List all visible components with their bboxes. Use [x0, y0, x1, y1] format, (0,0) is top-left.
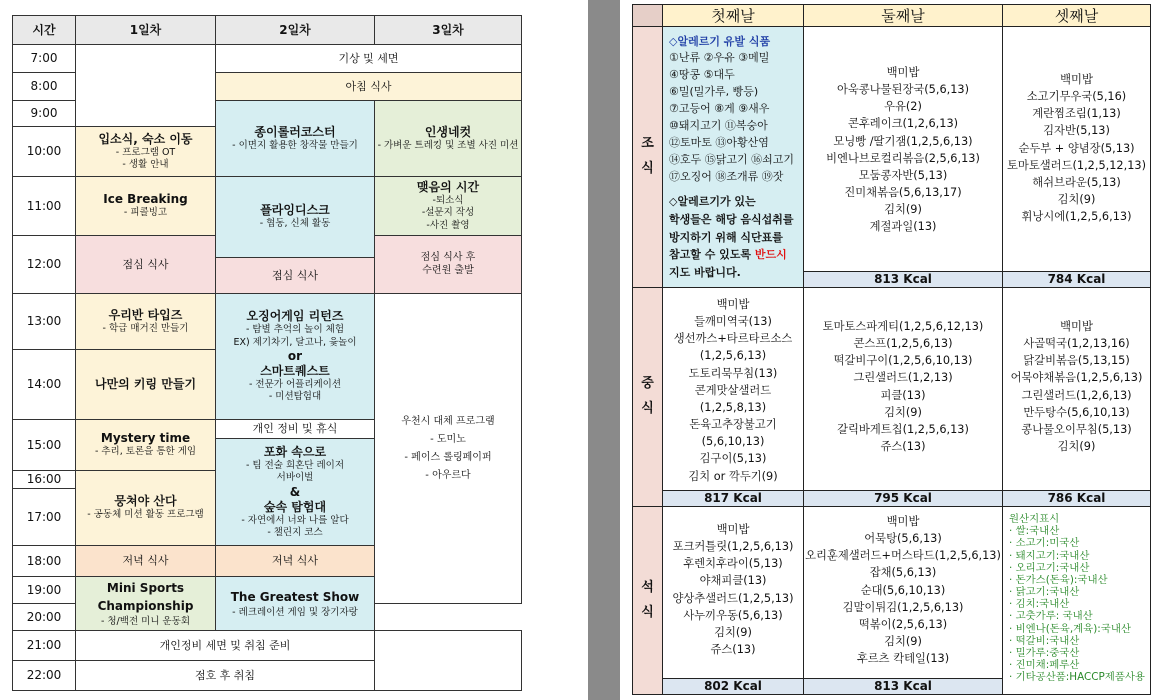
menu-item: 백미밥 [1060, 73, 1093, 86]
coaster-title: 종이롤러코스터 [254, 124, 336, 139]
together-sub: - 공동체 미션 활동 프로그램 [87, 509, 204, 521]
menu-item: 모둠콩자반(5,13) [858, 168, 948, 182]
page-gap [588, 0, 620, 700]
origin-item: · 돈가스(돈육):국내산 [1009, 573, 1108, 586]
time-cell: 9:00 [13, 101, 76, 127]
together-cell [76, 471, 216, 546]
menu-table [632, 4, 1151, 695]
time-cell: 12:00 [13, 236, 76, 294]
origin-item: · 쌀:국내산 [1009, 525, 1060, 538]
allergy-item: ⑩돼지고기 ⑪복숭아 [669, 119, 768, 133]
menu-item: 후렌치후라이(5,13) [683, 557, 783, 571]
menu-item: 후르츠 칵테일(13) [856, 652, 950, 666]
kcal-l1: 817 Kcal [663, 491, 804, 507]
mystery-cell [76, 420, 216, 471]
origin-title: 원산지표시 [1009, 513, 1060, 525]
menu-item: 김치(9) [714, 625, 752, 639]
menu-item: 어묵야채볶음(1,2,5,6,13) [1010, 371, 1143, 385]
time-cell: 22:00 [13, 661, 76, 691]
kcal-l2: 795 Kcal [804, 491, 1003, 507]
sports-sub: - 청/백전 미니 운동회 [100, 615, 191, 627]
allergy-item: ⑥밀(밀가루, 빵등) [669, 85, 759, 99]
time-cell: 21:00 [13, 631, 76, 661]
menu-day1-dinner [663, 507, 804, 679]
together-title: 뭉쳐야 산다 [114, 494, 177, 509]
icebreak-sub: - 피콜빙고 [123, 207, 168, 219]
origin-item: · 고춧가루: 국내산 [1009, 610, 1093, 623]
disc-cell [216, 177, 375, 258]
wake-cell: 기상 및 세면 [216, 45, 522, 73]
menu-day2-dinner [804, 507, 1003, 679]
menu-item: 돈육고추장불고기 [689, 418, 777, 432]
menu-item: 만두탕수(5,6,10,13) [1023, 405, 1130, 419]
survival-sub: - 팀 전술 희혼단 레이저 [245, 459, 345, 471]
squid-sub: - 탐별 추억의 놀이 체험 [245, 324, 345, 336]
time-cell: 8:00 [13, 73, 76, 101]
menu-item: 쥬스(13) [880, 440, 926, 454]
menu-item: 갈릭바게트칩(1,2,5,6,13) [837, 422, 969, 436]
greatest-cell [216, 577, 375, 631]
menu-day1-lunch [663, 288, 804, 491]
menu-day2-lunch [804, 288, 1003, 491]
menu-item: 휘낭시에(1,2,5,6,13) [1021, 210, 1132, 224]
time-cell: 13:00 [13, 294, 76, 350]
origin-item: · 밀가루:중국산 [1009, 646, 1080, 659]
squid-or: or [287, 349, 303, 363]
greatest-title: The Greatest Show [230, 589, 360, 604]
dinner2-cell: 저녁 식사 [216, 546, 375, 577]
origin-item: · 김치:국내산 [1009, 598, 1070, 611]
meal-breakfast-label: 조 식 [633, 27, 663, 288]
menu-page [620, 0, 1153, 700]
menu-item: 백미밥 [1060, 320, 1093, 333]
empty-cell [375, 631, 522, 691]
menu-item: 우유(2) [884, 100, 922, 114]
menu-item: 떡갈비구이(1,2,5,6,10,13) [833, 354, 973, 368]
meal-dinner-label: 석 식 [633, 507, 663, 695]
coaster-sub: - 이면지 활용한 창작물 만들기 [232, 139, 358, 151]
schedule-table [12, 15, 522, 691]
header-day3: 3일차 [375, 16, 522, 45]
menu-item: 떡볶이(2,5,6,13) [858, 617, 948, 631]
menu-item: 생선까스+타르타르소스 [673, 332, 793, 346]
header-time: 시간 [13, 16, 76, 45]
menu-item: 비엔나브로컬리볶음(2,5,6,13) [826, 151, 980, 165]
menu-item: (1,2,5,6,13) [699, 349, 767, 363]
menu-day3-breakfast [1003, 27, 1151, 272]
menu-day2-breakfast [804, 27, 1003, 272]
menu-item: 김치(9) [884, 203, 922, 217]
time-cell: 20:00 [13, 604, 76, 631]
time-cell: 10:00 [13, 127, 76, 177]
menu-item: 해쉬브라운(5,13) [1032, 175, 1121, 189]
time-cell: 14:00 [13, 350, 76, 420]
class-type-title: 우리반 타입즈 [108, 307, 183, 322]
smartquest-title: 스마트퀘스트 [260, 364, 330, 378]
empty-cell [76, 45, 216, 127]
survival-sub: 서바이벌 [276, 472, 314, 484]
alt-program-cell [375, 294, 522, 604]
menu-item: 콩나물오이무침(5,13) [1021, 422, 1132, 436]
menu-item: 김치 or 깍두기(9) [688, 469, 778, 483]
origin-item: · 기타공산품:HACCP제품사용 [1009, 671, 1145, 684]
disc-sub: - 협동, 신체 활동 [259, 218, 331, 230]
survival-title: 포화 속으로 [263, 444, 327, 459]
menu-item: 야채피클(13) [699, 574, 767, 588]
forest-sub: - 자연에서 너와 나를 알다 [241, 514, 349, 526]
sports-cell [76, 577, 216, 631]
menu-item: 토마토샐러드(1,2,5,12,13) [1007, 158, 1146, 172]
allergy-item: ⑦고등어 ⑧게 ⑨새우 [669, 102, 770, 116]
checkin-sub: - 프로그램 OT [115, 146, 176, 158]
allergy-list [669, 49, 799, 185]
allergy-info [663, 27, 804, 288]
icebreak-cell [76, 177, 216, 236]
life4cut-cell [375, 101, 522, 177]
rest-cell: 개인 정비 및 휴식 [216, 420, 375, 439]
menu-item: 콘게맛살샐러드 [694, 383, 772, 397]
menu-item: 양상추샐러드(1,2,5,13) [672, 591, 794, 605]
menu-header-day3: 셋째날 [1003, 5, 1151, 27]
menu-item: (1,2,5,8,13) [699, 400, 767, 414]
squid-sub: EX) 제기차기, 달고나, 윷놀이 [233, 336, 357, 348]
menu-item: 오리훈제샐러드+머스타드(1,2,5,6,13) [805, 549, 1001, 563]
breakfast-cell: 아침 식사 [216, 73, 522, 101]
menu-item: 그린샐러드(1,2,13) [853, 371, 953, 385]
closing-title: 맺음의 시간 [416, 179, 480, 194]
origin-info [1003, 507, 1151, 695]
allergy-title: ◇알레르기 유발 식품 [669, 35, 771, 48]
menu-item: 김구이(5,13) [699, 452, 767, 466]
menu-item: 쥬스(13) [710, 643, 756, 657]
menu-item: 닭갈비볶음(5,13,15) [1023, 354, 1130, 368]
meal-lunch-label: 중 식 [633, 288, 663, 507]
time-cell: 7:00 [13, 45, 76, 73]
menu-item: (5,6,10,13) [701, 435, 765, 449]
life4cut-sub: - 가벼운 트레킹 및 조별 사진 미션 [377, 139, 519, 151]
checkin-cell [76, 127, 216, 177]
kcal-d1: 802 Kcal [663, 679, 804, 695]
menu-item: 아욱콩나물된장국(5,6,13) [836, 83, 970, 97]
menu-item: 도토리묵무침(13) [688, 366, 778, 380]
origin-list [1009, 525, 1150, 683]
menu-item: 순대(5,6,10,13) [860, 583, 946, 597]
menu-day3-lunch [1003, 288, 1151, 491]
closing-cell [375, 177, 522, 236]
time-cell: 17:00 [13, 489, 76, 546]
origin-item: · 돼지고기:국내산 [1009, 549, 1090, 562]
keyring-title: 나만의 키링 만들기 [94, 377, 197, 391]
menu-item: 김치(9) [884, 635, 922, 649]
menu-item: 어묵탕(5,6,13) [864, 532, 942, 546]
forest-sub: - 챌린지 코스 [267, 526, 323, 538]
origin-item: · 떡갈비:국내산 [1009, 634, 1080, 647]
class-type-cell [76, 294, 216, 350]
allergy-item: ⑫토마토 ⑬아황산염 [669, 136, 769, 150]
allergy-item: ①난류 ②우유 ③메밀 [669, 51, 770, 64]
menu-item: 계란찜조림(1,13) [1032, 107, 1121, 121]
time-cell: 18:00 [13, 546, 76, 577]
greatest-sub: - 레크레이션 게임 및 장기자랑 [232, 606, 358, 618]
time-cell: 11:00 [13, 177, 76, 236]
keyring-cell [76, 350, 216, 420]
squid-title: 오징어게임 리턴즈 [246, 309, 344, 324]
smartquest-sub: - 미션탐험대 [268, 391, 322, 403]
menu-header-day1: 첫째날 [663, 5, 804, 27]
menu-item: 피클(13) [880, 388, 926, 402]
menu-item: 들깨미역국(13) [694, 315, 772, 329]
time-cell: 19:00 [13, 577, 76, 604]
coaster-cell [216, 101, 375, 177]
menu-item: 백미밥 [886, 66, 920, 79]
checkin-sub: - 생활 안내 [122, 159, 169, 170]
time-cell: 16:00 [13, 471, 76, 489]
menu-item: 포크커틀릿(1,2,5,6,13) [672, 540, 794, 554]
menu-item: 계절과일(13) [869, 220, 937, 234]
menu-item: 김말이튀김(1,2,5,6,13) [842, 600, 964, 614]
sleep-cell: 점호 후 취침 [76, 661, 375, 691]
forest-and: & [289, 484, 301, 499]
lunch3-line: 점심 식사 후 [420, 252, 476, 263]
kcal-l3: 786 Kcal [1003, 491, 1151, 507]
origin-item: · 닭고기:국내산 [1009, 586, 1080, 599]
menu-item: 사누끼우동(5,6,13) [683, 608, 783, 622]
squid-cell [216, 294, 375, 420]
lunch3-cell [375, 236, 522, 294]
menu-item: 소고기무우국(5,16) [1026, 90, 1127, 104]
kcal-b2: 813 Kcal [804, 272, 1003, 288]
menu-item: 백미밥 [886, 515, 920, 528]
alt-title: 우천시 대체 프로그램 [401, 415, 495, 427]
menu-item: 김치(9) [1057, 440, 1096, 454]
dinner1-cell: 저녁 식사 [76, 546, 216, 577]
menu-item: 콘스프(1,2,5,6,13) [853, 337, 953, 351]
menu-item: 진미채볶음(5,6,13,17) [844, 186, 962, 200]
menu-item: 순두부 + 양념장(5,13) [1018, 141, 1135, 155]
origin-item: · 소고기:미국산 [1009, 537, 1080, 550]
origin-item: · 오리고기:국내산 [1009, 561, 1090, 574]
menu-item: 모닝빵 /딸기잼(1,2,5,6,13) [833, 134, 973, 148]
sports-title: Mini Sports Championship [97, 580, 194, 614]
allergy-item: ⑰오징어 ⑱조개류 ⑲잣 [669, 170, 784, 184]
header-day2: 2일차 [216, 16, 375, 45]
menu-item: 사골떡국(1,2,13,16) [1023, 337, 1130, 351]
allergy-item: ④땅콩 ⑤대두 [669, 68, 735, 82]
closing-sub: -설문지 작성 [421, 207, 475, 219]
menu-item: 토마토스파게티(1,2,5,6,12,13) [822, 320, 984, 333]
origin-item: · 진미채:페루산 [1009, 659, 1080, 672]
lunch2-cell: 점심 식사 [216, 258, 375, 294]
alt-item: - 아우르다 [425, 469, 471, 481]
disc-title: 플라잉디스크 [260, 203, 330, 218]
life4cut-title: 인생네컷 [424, 124, 472, 139]
menu-corner [633, 5, 663, 27]
menu-item: 콘후레이크(1,2,6,13) [847, 117, 959, 131]
menu-item: 잡채(5,6,13) [869, 566, 937, 580]
closing-sub: -퇴소식 [432, 194, 464, 206]
menu-item: 그린샐러드(1,2,6,13) [1021, 388, 1132, 402]
smartquest-sub: - 전문가 어플리케이션 [248, 379, 342, 390]
evening-cell: 개인정비 세면 및 취침 준비 [76, 631, 375, 661]
allergy-item: ⑭호두 ⑮닭고기 ⑯쇠고기 [669, 153, 795, 167]
menu-item: 백미밥 [716, 298, 750, 311]
menu-item: 김치(9) [884, 405, 922, 419]
alt-item: - 도미노 [430, 433, 466, 445]
kcal-d2: 813 Kcal [804, 679, 1003, 695]
kcal-b3: 784 Kcal [1003, 272, 1151, 288]
forest-title: 숲속 탐험대 [263, 499, 327, 514]
lunch1-cell: 점심 식사 [76, 236, 216, 294]
menu-item: 김치(9) [1057, 193, 1096, 207]
forest-cell [216, 439, 375, 546]
origin-item: · 비엔나(돈육,계육):국내산 [1009, 622, 1131, 635]
icebreak-title: Ice Breaking [103, 192, 188, 207]
closing-sub: -사진 촬영 [426, 219, 470, 231]
menu-item: 김자반(5,13) [1043, 124, 1110, 138]
time-cell: 15:00 [13, 420, 76, 471]
checkin-title: 입소식, 숙소 이동 [98, 131, 193, 146]
menu-header-day2: 둘째날 [804, 5, 1003, 27]
allergy-note: ◇알레르기가 있는 학생들은 해당 음식섭취를 방지하기 위해 식단표를 참고할 수 있도록 반드시 지도 바랍니다. [669, 195, 794, 279]
mystery-title: Mystery time [100, 431, 191, 446]
header-day1: 1일차 [76, 16, 216, 45]
lunch3-line: 수련원 출발 [422, 264, 474, 276]
class-type-sub: - 학급 매거진 만들기 [102, 322, 189, 334]
alt-item: - 페이스 롤링페이퍼 [404, 451, 492, 463]
menu-item: 백미밥 [716, 523, 750, 536]
mystery-sub: - 추리, 토론을 통한 게임 [94, 446, 197, 458]
